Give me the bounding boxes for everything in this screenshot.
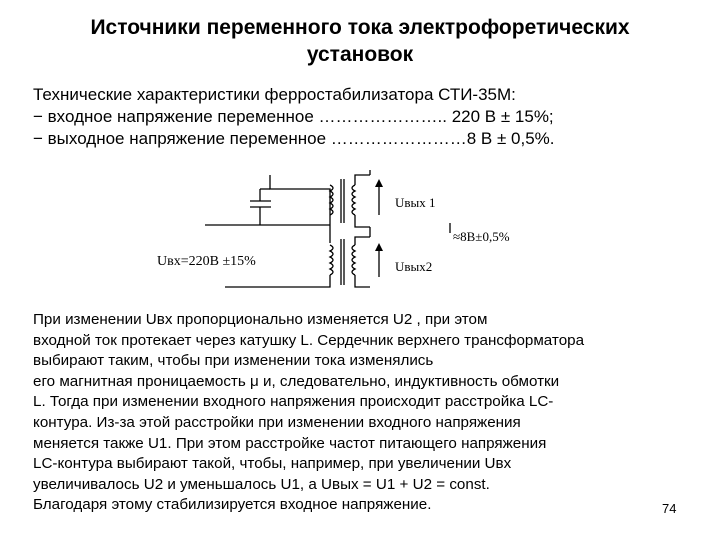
wire-upper-out-bottom — [355, 215, 370, 227]
u-out2-arrowhead — [375, 243, 383, 251]
upper-secondary-coil — [352, 185, 355, 215]
description-text — [33, 310, 693, 516]
wire-upper-out-top — [355, 175, 370, 185]
body-line: его магнитная проницаемость μ и, следовательно, индуктивность обмотки — [33, 372, 560, 390]
body-line: При изменении Uвх пропорционально изменяется U2 , при этом — [33, 311, 488, 328]
wire-lower-out-bottom — [355, 275, 370, 287]
body-line: L. Тогда при изменении входного напряжения происходит расстройка LC- — [33, 393, 554, 411]
body-line: входной ток протекает через катушку L. Сердечник верхнего трансформатора — [33, 331, 585, 349]
body-line: меняется также U1. При этом расстройке частот питающего напряжения — [33, 434, 547, 452]
wire-lower-out-top — [355, 237, 370, 245]
page-number: 74 — [662, 501, 677, 516]
body-line: увеличивалось U2 и уменьшалось U1, а Uвых = U1 + U2 = const. — [33, 475, 490, 493]
specs-block — [33, 84, 713, 150]
spec-output-voltage: − выходное напряжение переменное ……………………8 В ± 0,5%. — [33, 129, 555, 148]
slide-title — [20, 14, 700, 68]
output-voltage-label: ≈8В±0,5% — [453, 229, 510, 244]
lower-secondary-coil — [352, 245, 355, 275]
body-line: LC-контура выбирают такой, чтобы, например, при увеличении Uвх — [33, 455, 512, 473]
wire-top-left — [270, 175, 330, 207]
wire-input-bottom — [225, 275, 330, 287]
u-out2-label: Uвых2 — [395, 259, 433, 274]
body-line: выбирают таким, чтобы при изменении тока изменялись — [33, 352, 434, 370]
u-out1-arrowhead — [375, 179, 383, 187]
body-line: контура. Из-за этой расстройки при изменении входного напряжения — [33, 413, 521, 431]
body-line: Благодаря этому стабилизируется входное напряжение. — [33, 496, 432, 514]
input-voltage-label: Uвх=220В ±15% — [157, 254, 256, 269]
title-line-1: Источники переменного тока электрофоретических — [90, 16, 630, 39]
u-out1-label: Uвых 1 — [395, 195, 436, 210]
spec-input-voltage: − входное напряжение переменное ………………….. 220 В ± 15%; — [33, 107, 554, 126]
title-line-2: установок — [306, 43, 414, 66]
lower-primary-coil — [330, 245, 333, 275]
specs-heading: Технические характеристики ферростабилизатора СТИ-35М: — [33, 85, 516, 104]
circuit-diagram — [145, 165, 565, 315]
